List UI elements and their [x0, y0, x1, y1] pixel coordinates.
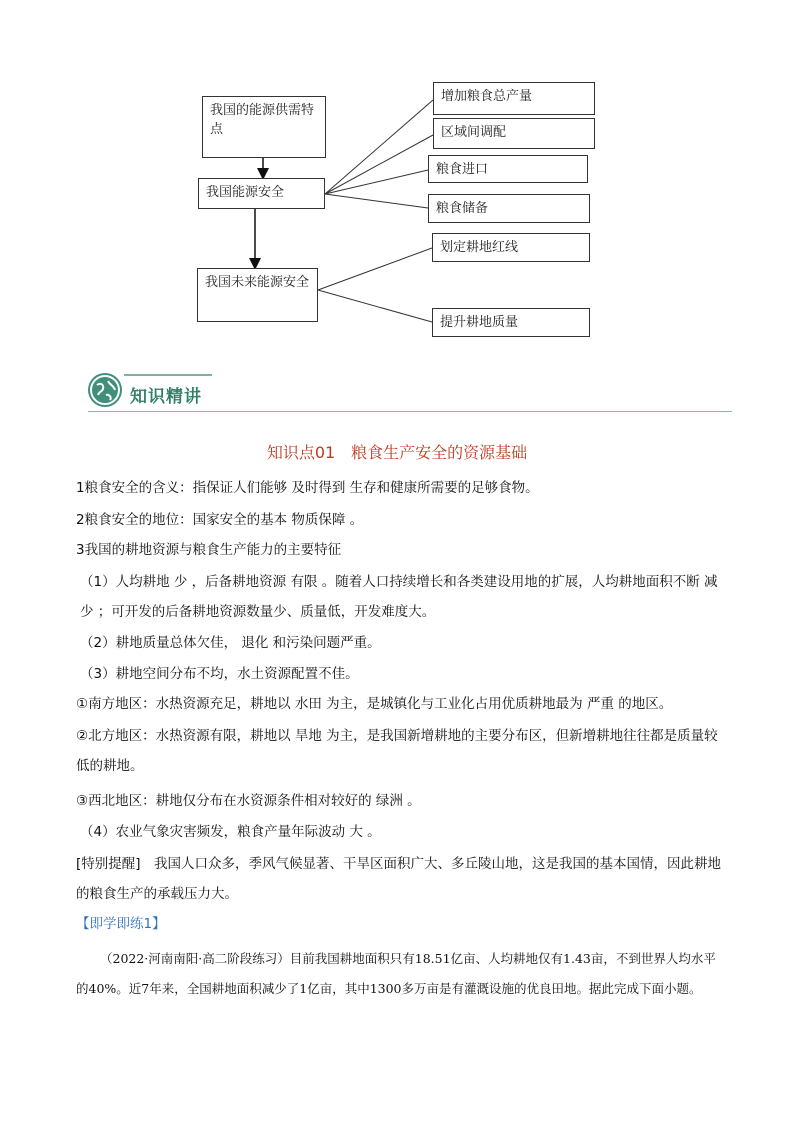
paragraph-status: 2粮食安全的地位：国家安全的基本 物质保障 。	[76, 512, 364, 528]
paragraph-feature-2: （2）耕地质量总体欠佳， 退化 和污染问题严重。	[80, 635, 381, 651]
energy-supply-label: 我国的能源供需特点	[210, 103, 315, 137]
paragraph-north-region: ②北方地区：水热资源有限，耕地以 旱地 为主，是我国新增耕地的主要分布区，但新增耕地往往都是质量较低的耕地。	[76, 728, 718, 774]
section-title: 知识点01 粮食生产安全的资源基础	[266, 443, 528, 462]
right-box-increase-output	[433, 82, 595, 115]
paragraph-northwest-region: ③西北地区：耕地仅分布在水资源条件相对较好的 绿洲 。	[76, 793, 421, 809]
right-box-label: 粮食进口	[436, 162, 489, 177]
line-to-box-3	[325, 170, 428, 194]
paragraph-definition: 1粮食安全的含义：指保证人们能够 及时得到 生存和健康所需要的足够食物。	[76, 480, 539, 496]
globe-icon	[88, 373, 122, 407]
right-box-label: 粮食储备	[436, 201, 489, 216]
paragraph-feature-4: （4）农业气象灾害频发，粮食产量年际波动 大 。	[80, 824, 381, 840]
line-to-box-6	[318, 290, 432, 322]
banner-title: 知识精讲	[130, 387, 202, 407]
paragraph-feature-3: （3）耕地空间分布不均，水土资源配置不佳。	[80, 666, 359, 682]
right-box-farmland-redline	[432, 233, 590, 262]
energy-security-label: 我国能源安全	[206, 185, 285, 200]
paragraph-special-reminder: [特别提醒] 我国人口众多，季风气候显著、干旱区面积广大、多丘陵山地，这是我国的基本国情，因此耕地的粮食生产的承载压力大。	[76, 856, 722, 902]
diagram-connectors	[0, 0, 794, 400]
paragraph-features-heading: 3我国的耕地资源与粮食生产能力的主要特征	[76, 542, 342, 558]
exercise-text	[76, 944, 724, 1004]
right-box-label: 划定耕地红线	[440, 240, 519, 255]
paragraph-feature-1: （1）人均耕地 少 ，后备耕地资源 有限 。随着人口持续增长和各类建设用地的扩展，人均耕地面积不断 减少 ；可开发的后备耕地资源数量少、质量低，开发难度大。	[80, 574, 718, 620]
practice-label: 【即学即练1】	[76, 916, 166, 932]
right-box-label: 提升耕地质量	[440, 315, 519, 330]
right-box-grain-reserve	[428, 194, 590, 223]
line-to-box-2	[325, 135, 433, 194]
energy-security-box	[198, 178, 325, 209]
future-energy-label: 我国未来能源安全	[205, 275, 310, 290]
banner-divider	[88, 411, 732, 412]
right-box-label: 增加粮食总产量	[441, 89, 533, 104]
line-to-box-4	[325, 194, 428, 208]
right-box-grain-import	[428, 155, 588, 183]
right-box-improve-quality	[432, 308, 590, 337]
exercise-body: （2022·河南南阳·高二阶段练习）目前我国耕地面积只有18.51亿亩、人均耕地仅有1.43亩，不到世界人均水平的40%。近7年来，全国耕地面积减少了1亿亩，其中1300多万亩是有灌溉设施的优良田地。据此完成下面小题。	[76, 951, 716, 996]
energy-supply-box	[202, 96, 326, 158]
future-energy-box	[197, 268, 318, 322]
line-to-box-5	[318, 248, 432, 290]
right-box-label: 区域间调配	[441, 125, 507, 140]
right-box-regional-allocation	[433, 118, 595, 149]
banner-decoration-line	[124, 374, 212, 376]
paragraph-south-region: ①南方地区：水热资源充足，耕地以 水田 为主，是城镇化与工业化占用优质耕地最为 严重 的地区。	[76, 696, 673, 712]
line-to-box-1	[325, 100, 433, 194]
